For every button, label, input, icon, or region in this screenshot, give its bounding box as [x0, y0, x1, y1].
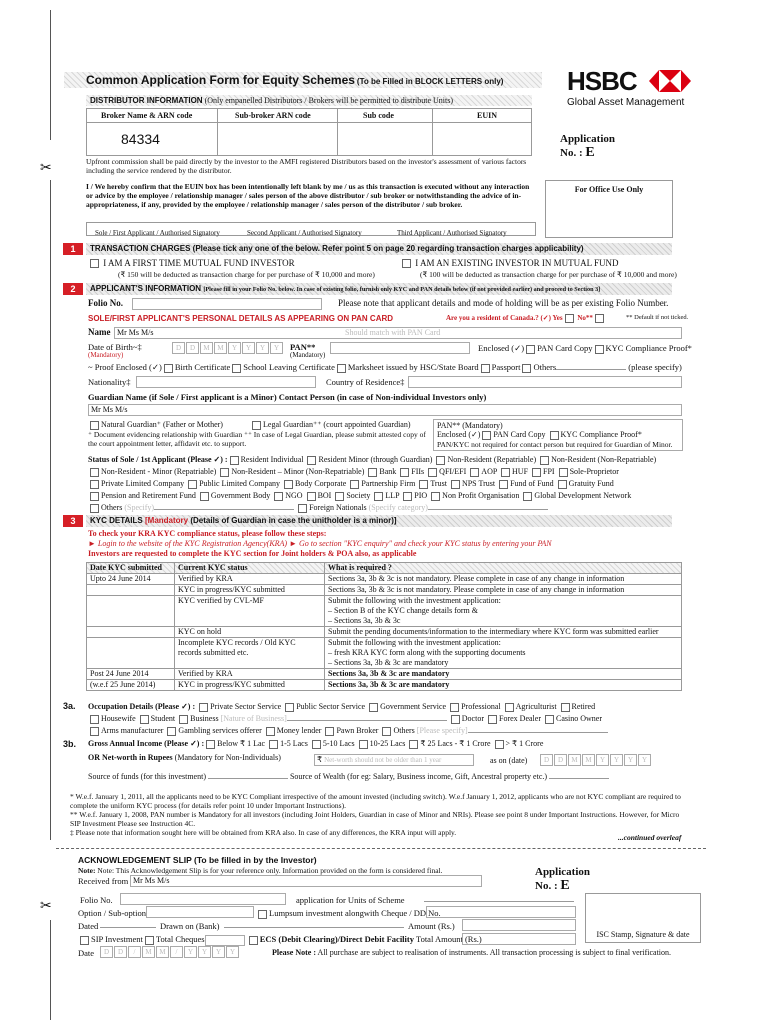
ack-received-input[interactable]: Mr Ms M/s — [130, 875, 482, 887]
ack-option-input[interactable] — [146, 906, 254, 918]
distributor-table: Broker Name & ARN code Sub-broker ARN code Sub code EUIN 84334 — [86, 108, 532, 156]
birth-cert-checkbox[interactable] — [164, 364, 173, 373]
guardian-pan-copy-checkbox[interactable] — [482, 431, 491, 440]
ack-scheme-input[interactable] — [424, 901, 574, 902]
ack-amount-input[interactable] — [462, 919, 576, 931]
existing-investor-checkbox[interactable] — [402, 259, 411, 268]
ack-total-amount-input[interactable] — [462, 933, 576, 945]
folio-input[interactable] — [132, 298, 322, 310]
form-title: Common Application Form for Equity Schemes — [86, 73, 355, 87]
form-title-note: (To be Filled in BLOCK LETTERS only) — [356, 77, 504, 86]
dob-input[interactable]: D D M M Y Y Y Y — [172, 342, 284, 354]
legal-guardian-checkbox[interactable] — [252, 421, 261, 430]
section-1-number: 1 — [63, 243, 83, 255]
ack-dated-input[interactable] — [100, 927, 156, 928]
cut-line-mid — [50, 180, 51, 840]
cut-line-bottom — [50, 920, 51, 1020]
application-number: Application No. : E — [560, 133, 616, 160]
marksheet-checkbox[interactable] — [337, 364, 346, 373]
natural-guardian-checkbox[interactable] — [90, 421, 99, 430]
signature-3[interactable]: Third Applicant / Authorised Signatory — [397, 229, 507, 237]
section-2-title: APPLICANT'S INFORMATION [Please fill in your Folio No. below. In case of existing folio, furnish only KYC and PAN details below (if not provided earlier) and proceed to Section 3] — [90, 284, 601, 293]
first-time-checkbox[interactable] — [90, 259, 99, 268]
networth-input[interactable]: ₹ Net-worth should not be older than 1 year — [314, 754, 474, 766]
ack-application-number: Application No. : E — [535, 866, 591, 893]
signature-row — [86, 222, 536, 236]
school-cert-checkbox[interactable] — [232, 364, 241, 373]
status-options: Status of Sole / 1st Applicant (Please ✓) : Resident Individual Resident Minor (through Guardian) Non-Resident (Repatriable) Non-Resident (Non-Repatriable) Non-Resident - Minor (Repatriable) Non-Resident – Minor (Non-Repatriable) Bank FIIs QFI/EFI AOP HUF FPI Sole-Proprietor Private Limited Company Public Limited Company Body Corporate Partnership Firm Trust NPS Trust Fund of Fund Gratuity Fund Pension and Retirement Fund Government Body NGO BOI Society LLP PIO Non Profit Organisation Global Development Network Others (Specify) Foreign Nationals (Specify category) — [88, 455, 657, 512]
guardian-kyc-checkbox[interactable] — [550, 431, 559, 440]
existing-investor-option[interactable]: I AM AN EXISTING INVESTOR IN MUTUAL FUND — [400, 258, 619, 268]
scissors-icon: ✂ — [40, 899, 52, 914]
canada-no-checkbox[interactable] — [595, 314, 604, 323]
signature-1[interactable]: Sole / First Applicant / Authorised Signatory — [95, 229, 220, 237]
proof-enclosed-row: ~ Proof Enclosed (✓) Birth Certificate School Leaving Certificate Marksheet issued by HSC/State Board Passport Others (please specify) — [88, 362, 682, 372]
euin-declaration: I / We hereby confirm that the EUIN box has been intentionally left blank by me / us as this transaction is executed without any interaction or advice by the employee / relationship manager / sales person of the above distributor / sub broker or notwithstanding the advice of in-appropriateness, if any, provided by the employee / relationship manager / sales person of the distributor / sub broker. — [86, 182, 530, 209]
hsbc-logo — [567, 66, 697, 116]
lumpsum-checkbox[interactable] — [258, 910, 267, 919]
occupation-options: Occupation Details (Please ✓) : Private Sector Service Public Sector Service Government Service Professional Agriculturist Retired Housewife Student Business [Nature of Business] Doctor Forex Dealer Casino Owner Arms manufacturer Gambling services offerer Money lender Pawn Broker Others [Please specify] — [88, 701, 688, 737]
guardian-pan-box: PAN** (Mandatory) Enclosed (✓) PAN Card Copy KYC Compliance Proof* PAN/KYC not required for contact person but required for Guardian of Minor. — [433, 419, 683, 451]
isc-stamp-box: ISC Stamp, Signature & date — [585, 893, 701, 943]
passport-checkbox[interactable] — [481, 364, 490, 373]
signature-2[interactable]: Second Applicant / Authorised Signatory — [247, 229, 362, 237]
tear-line — [56, 848, 706, 849]
ecs-checkbox[interactable] — [249, 936, 258, 945]
section-3-number: 3 — [63, 515, 83, 527]
kyc-table: Date KYC submitted Current KYC status What is required ? Upto 24 June 2014 Verified by KRA Sections 3a, 3b & 3c is not mandatory. Please complete in case of any change in information KYC in progress/KYC submitted Sections 3a, 3b & 3c is not mandatory. Please complete in case of any change in information KYC verified by CVL-MF Submit the following with the investment application: – Section B of the KYC change details form & – Sections 3a, 3b & 3c KYC on hold Submit the pending documents/information to the intermediary where KYC form was submitted earlier Incomplete KYC records / Old KYC records submitted etc. Submit the following with the investment application: – fresh KRA KYC form along with the supporting documents – Sections 3a, 3b & 3c are mandatory Post 24 June 2014 Verified by KRA Sections 3a, 3b & 3c are mandatory (w.e.f 25 June 2014) KYC in progress/KYC submitted Sections 3a, 3b & 3c are mandatory — [86, 562, 682, 691]
ack-bank-input[interactable] — [224, 927, 404, 928]
residence-input[interactable] — [408, 376, 682, 388]
brand-name: HSBC — [567, 66, 637, 96]
scissors-icon: ✂ — [40, 161, 52, 176]
ack-title: ACKNOWLEDGEMENT SLIP (To be filled in by the Investor) — [78, 855, 317, 865]
sip-checkbox[interactable] — [80, 936, 89, 945]
ack-cheque-input[interactable] — [426, 906, 576, 918]
pan-copy-checkbox[interactable] — [526, 345, 535, 354]
cut-line-top — [50, 10, 51, 140]
canada-yes-checkbox[interactable] — [565, 314, 574, 323]
section-2-number: 2 — [63, 283, 83, 295]
brand-subtitle: Global Asset Management — [567, 97, 685, 108]
upfront-note: Upfront commission shall be paid directly by the investor to the AMFI registered Distributors based on the investor's assessment of various factors including the service rendered by the distributor. — [86, 157, 527, 175]
form-title-bar — [64, 72, 542, 88]
section-3-title: KYC DETAILS [Mandatory (Details of Guardian in case the unitholder is a minor)] — [90, 516, 397, 525]
income-options: Gross Annual Income (Please ✓) : Below ₹ 1 Lac 1-5 Lacs 5-10 Lacs 10-25 Lacs ₹ 25 Lacs - ₹ 1 Crore > ₹ 1 Crore — [88, 739, 544, 748]
ack-date-input[interactable]: D D / M M / Y Y Y Y — [100, 946, 240, 958]
nationality-input[interactable] — [136, 376, 316, 388]
others-checkbox[interactable] — [522, 364, 531, 373]
applicant-name-input[interactable]: Mr Ms M/s Should match with PAN Card — [114, 327, 682, 339]
section-1-title: TRANSACTION CHARGES (Please tick any one of the below. Refer point 5 on page 20 regarding transaction charges applicability) — [90, 244, 584, 253]
ack-folio-input[interactable] — [120, 893, 286, 905]
office-use-box: For Office Use Only — [545, 180, 673, 238]
broker-arn-value[interactable]: 84334 — [121, 131, 160, 147]
distributor-header: DISTRIBUTOR INFORMATION (Only empanelled Distributors / Brokers will be permitted to distribute Units) — [86, 95, 532, 106]
kyc-proof-checkbox[interactable] — [595, 345, 604, 354]
guardian-name-input[interactable]: Mr Ms M/s — [88, 404, 682, 416]
networth-date-input[interactable]: D D M M Y Y Y Y — [540, 754, 652, 766]
hsbc-hexagon-icon — [649, 70, 691, 92]
footnotes: * W.e.f. January 1, 2011, all the applicants need to be KYC Compliant irrespective of the amount invested (including switch). W.e.f January 1, 2012, applicants who are not KYC compliant are required to complete the uniform KYC process (for details refer point 10 under Important Instructions). ** W.e.f. January 1, 2008, PAN number is Mandatory for all investors (including Joint Holders, Guardian in case of Minor and NRIs). Please see point 8 under Important Instructions. However, for Micro SIP Investment Please see Instruction 4C. ‡ Please note that information sought here will be obtained from KRA also. In case of any differences, the KRA input will apply. — [70, 792, 681, 837]
first-time-investor-option[interactable]: I AM A FIRST TIME MUTUAL FUND INVESTOR — [88, 258, 295, 268]
pan-input[interactable] — [330, 342, 470, 354]
total-cheques-checkbox[interactable] — [145, 936, 154, 945]
continued-overleaf: ...continued overleaf — [618, 833, 682, 842]
